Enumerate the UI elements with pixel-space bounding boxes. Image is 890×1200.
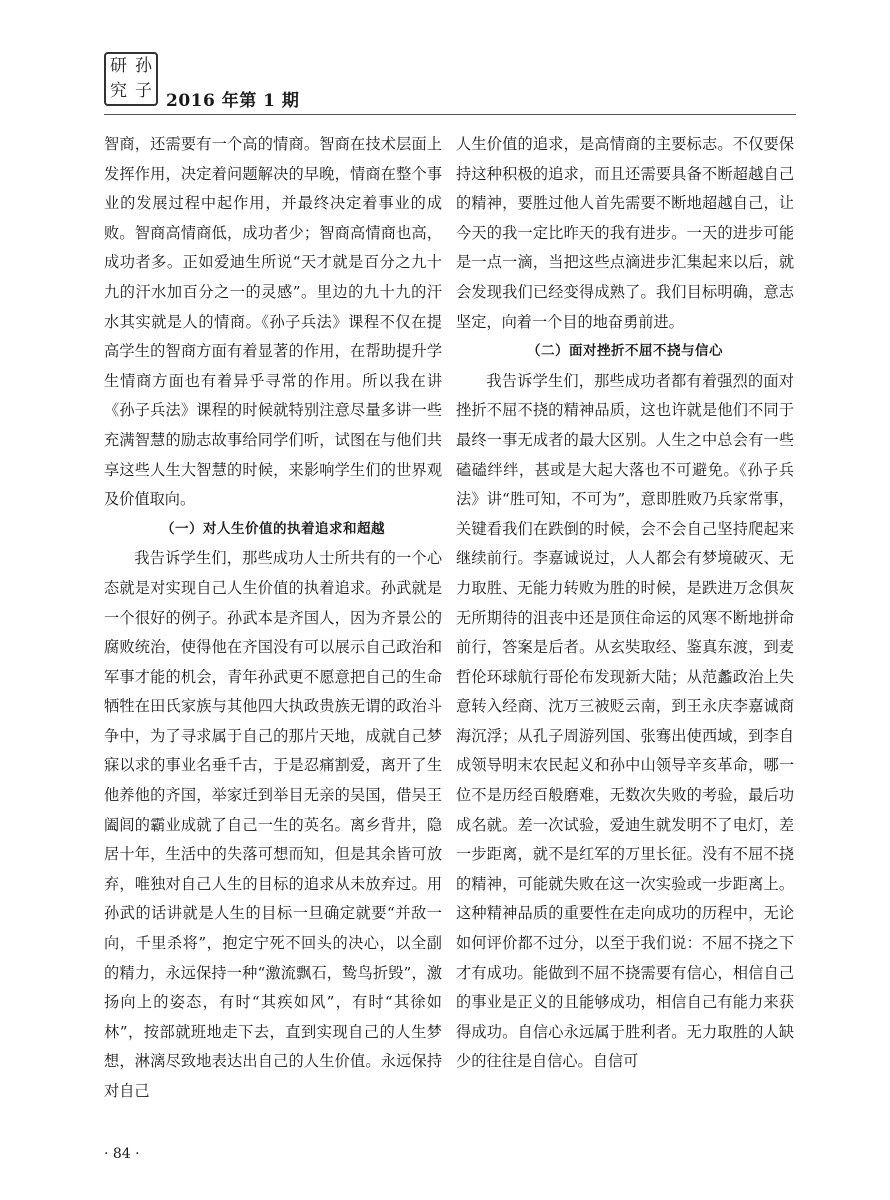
paragraph: 人生价值的追求，是高情商的主要标志。不仅要保持这种积极的追求，而且还需要具备不断超越自己的精神，要胜过他人首先需要不断地超越自己，让今天的我一定比昨天的我有进步。一天的进步可能是一点一滴，当把这些点滴进步汇集起来以后，就会发现我们已经变得成熟了。我们目标明确，意志坚定，向着一个目的地奋勇前进。 bbox=[456, 135, 794, 331]
logo-char: 研 bbox=[110, 56, 127, 76]
logo-char: 子 bbox=[135, 81, 152, 101]
journal-logo bbox=[104, 52, 158, 106]
paragraph: 我告诉学生们，那些成功者都有着强烈的面对挫折不屈不挠的精神品质，这也许就是他们不同于最终一事无成者的最大区别。人生之中总会有一些磕磕绊绊，甚或是大起大落也不可避免。《孙子兵法》讲“胜可知，不可为”，意即胜败乃兵家常事，关键看我们在跌倒的时候，会不会自己坚持爬起来继续前行。李嘉诚说过，人人都会有梦境破灭、无力取胜、无能力转败为胜的时候，是跌进万念俱灰无所期待的沮丧中还是顶住命运的风寒不断地拼命前行，答案是后者。从玄奘取经、鉴真东渡，到麦哲伦环球航行哥伦布发现新大陆；从范蠡政治上失意转入经商、沈万三被贬云南，到王永庆李嘉诚商海沉浮；从孔子周游列国、张骞出使西域，到李自成领导明末农民起义和孙中山领导辛亥革命，哪一位不是历经百般磨难，无数次失败的考验，最后功成名就。差一次试验，爱迪生就发明不了电灯，差一步距离，就不是红军的万里长征。没有不屈不挠的精神，可能就失败在这一次实验或一步距离上。这种精神品质的重要性在走向成功的历程中，无论如何评价都不过分，以至于我们说：不屈不挠之下才有成功。能做到不屈不挠需要有信心，相信自己的事业是正义的且能够成功，相信自己有能力来获得成功。自信心永远属于胜利者。无力取胜的人缺少的往往是自信心。自信可 bbox=[456, 371, 794, 1071]
section-heading: （一）对人生价值的执着追求和超越 bbox=[161, 520, 385, 537]
left-column bbox=[104, 130, 442, 1107]
paragraph: 智商，还需要有一个高的情商。智商在技术层面上发挥作用，决定着问题解决的早晚，情商在整个事业的发展过程中起作用，并最终决定着事业的成败。智商高情商低，成功者少；智商高情商也高，成功者多。正如爱迪生所说“天才就是百分之九十九的汗水加百分之一的灵感”。里边的九十九的汗水其实就是人的情商。《孙子兵法》课程不仅在提高学生的智商方面有着显著的作用，在帮助提升学生情商方面也有着异乎寻常的作用。所以我在讲《孙子兵法》课程的时候就特别注意尽量多讲一些充满智慧的励志故事给同学们听，试图在与他们共享这些人生大智慧的时候，来影响学生们的世界观及价值取向。 bbox=[104, 135, 442, 509]
page-header bbox=[104, 52, 794, 114]
paragraph: 我告诉学生们，那些成功人士所共有的一个心态就是对实现自己人生价值的执着追求。孙武就是一个很好的例子。孙武本是齐国人，因为齐景公的腐败统治，使得他在齐国没有可以展示自己政治和军事才能的机会，青年孙武更不愿意把自己的生命牺牲在田氏家族与其他四大执政贵族无谓的政治斗争中，为了寻求属于自己的那片天地，成就自己梦寐以求的事业名垂千古，于是忍痛割爱，离开了生他养他的齐国，举家迁到举目无亲的吴国，借吴王阖闾的霸业成就了自己一生的英名。离乡背井，隐居十年，生活中的失落可想而知，但是其余皆可放弃，唯独对自己人生的目标的追求从未放弃过。用孙武的话讲就是人生的目标一旦确定就要“并敌一向，千里杀将”，抱定宁死不回头的决心，以全副的精力，永远保持一种“激流飘石，鸷鸟折毁”，激扬向上的姿态，有时“其疾如风”，有时“其徐如林”，按部就班地走下去，直到实现自己的人生梦想，淋漓尽致地表达出自己的人生价值。永远保持对自己 bbox=[104, 549, 442, 1100]
right-column bbox=[456, 130, 794, 1077]
logo-char: 究 bbox=[110, 81, 127, 101]
issue-label: 2016 年第 1 期 bbox=[166, 91, 300, 111]
header-divider bbox=[104, 114, 796, 115]
logo-char: 孙 bbox=[135, 56, 152, 76]
page-number: · 84 · bbox=[104, 1146, 140, 1162]
section-heading: （二）面对挫折不屈不挠与信心 bbox=[527, 343, 723, 360]
